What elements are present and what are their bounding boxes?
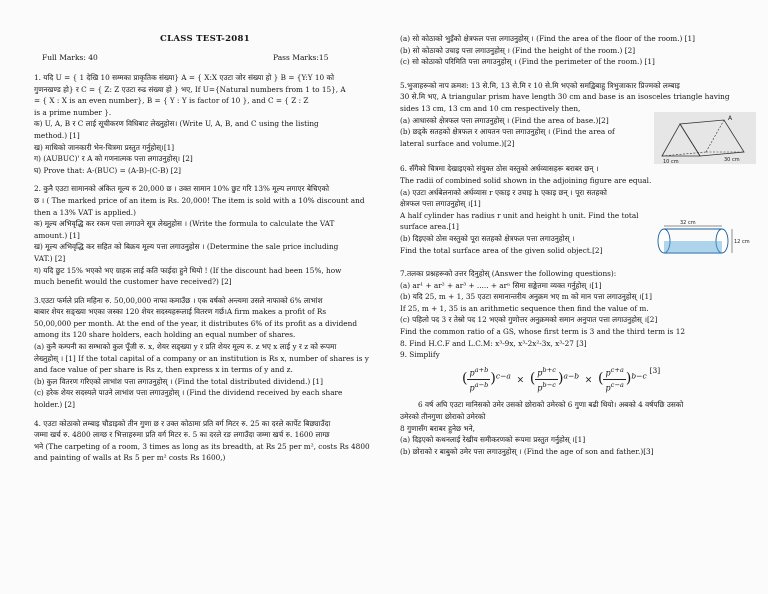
text-line: (b) दिइएको ठोस वस्तुको पूरा सतहको क्षेत्रफल पत्ता लगाउनुहोस् । xyxy=(400,233,575,243)
text-line: क) मूल्य अभिवृद्धि कर रकम पत्ता लगाउने सूत्र लेख्नुहोस । (Write the formula to calculate the VAT xyxy=(34,219,335,229)
question-7 xyxy=(400,268,752,361)
text-line: sides 13 cm, 13 cm and 10 cm respectively then, xyxy=(400,103,581,113)
full-marks: Full Marks: 40 xyxy=(42,53,98,62)
solid-drawing xyxy=(654,218,754,258)
label-a: A xyxy=(728,115,733,122)
text-line: method.) [1] xyxy=(34,130,80,140)
text-line: 1. यदि U = { 1 देखि 10 सम्मका प्राकृतिक संख्या} A = { X:X एउटा जोर संख्या हो } B = {Y:Y 10 को xyxy=(34,73,335,82)
pass-marks: Pass Marks:15 xyxy=(273,53,329,62)
q9-marks: [3] xyxy=(649,365,661,375)
prism-drawing xyxy=(654,112,756,164)
label-side: 10 cm xyxy=(663,159,679,164)
text-line: is a prime number }. xyxy=(34,107,112,117)
simplify-expression: ( $\frac{p^{a+b}}{p^{a-b}}$ )$^{c-a}$ × ( $\frac{p^{b+c}}{p^{b-c}}$ )$^{a-b}$ × ( $\frac{p^{c+a}}{p^{c-a}}$ )$^{b-c}$ [3] xyxy=(462,365,661,393)
text-line: among its 120 share holders, each holding an equal number of shares. xyxy=(34,330,296,340)
text-line: holder.) [2] xyxy=(34,400,75,410)
text-line: (b) यदि 25, m + 1, 35 एउटा समानान्तरीय अनुक्रम भए m को मान पत्ता लगाउनुहोस् ।[1] xyxy=(400,292,652,302)
question-4 xyxy=(34,418,374,464)
text-line: 6 वर्ष अघि एउटा मानिसको उमेर उसको छोराको उमेरको 6 गुणा बढी थियो। अबको 4 वर्षपछि उसको xyxy=(418,400,684,410)
text-line: (b) कुल वितरण गरिएको लाभांश पत्ता लगाउनुहोस् । (Find the total distributed dividend.) [1] xyxy=(34,376,323,386)
text-line: (a) दिइएको कथनलाई रेखीय समीकरणको रूपमा प्रस्तुत गर्नुहोस् ।[1] xyxy=(400,435,586,445)
question-3 xyxy=(34,295,374,411)
text-line: 30 से.मि भए, A triangular prism have length 30 cm and base is an isosceles triangle having xyxy=(400,92,730,102)
text-line: (a) ar¹ + ar² + ar³ + ..... + arⁿ सिमा सङ्केतमा व्यक्त गर्नुहोस् ।[1] xyxy=(400,280,602,290)
text-line: 9. Simplify xyxy=(400,350,440,360)
question-4-parts xyxy=(400,33,752,68)
text-line: बाबार शेयर सङ्ख्या भएका जस्का 120 शेयर सदस्यहरूलाई वितरण गर्छ।A firm makes a profit of Rs xyxy=(34,307,327,317)
text-line: If 25, m + 1, 35 is an arithmetic sequence then find the value of m. xyxy=(400,303,649,313)
text-line: 8 गुणासँग बराबर हुनेछ भने, xyxy=(400,423,475,433)
text-line: then a 13% VAT is applied.) xyxy=(34,207,136,217)
text-line: ख) मूल्य अभिवृद्धि कर सहित को बिक्रय मूल्य पत्ता लगाउनुहोस । (Determine the sale price including xyxy=(34,242,339,252)
text-line: घ) Prove that: A-(BUC) = (A-B)-(C-B) [2] xyxy=(34,165,182,175)
text-line: ख) माथिको जानकारी भेन-चित्रमा प्रस्तुत गर्नुहोस्।[1] xyxy=(34,142,175,152)
text-line: जम्मा खर्च रु. 4800 लाग्छ र भित्ताहरुमा प्रति वर्ग मिटर रु. 5 का दरले रङ लगाउँदा जम्मा खर्च रु. 1600 लाग्छ xyxy=(34,430,330,440)
text-line: उमेरको तीनगुणा छोराको उमेरको xyxy=(400,411,486,421)
text-line: 8. Find H.C.F and L.C.M: x³-9x, x³-2x²-3x, x³-27 [3] xyxy=(400,338,587,348)
label-length: 30 cm xyxy=(724,157,740,163)
triangular-prism-figure xyxy=(654,112,756,168)
text-line: 50,00,000 per month. At the end of the year, it distributes 6% of its profit as a dividend xyxy=(34,318,357,328)
left-column xyxy=(34,72,374,471)
text-line: 7.तलका प्रश्नहरूको उत्तर दिनुहोस् (Answer the following questions): xyxy=(400,269,617,279)
label-height: 12 cm xyxy=(734,239,750,245)
page-title: CLASS TEST-2081 xyxy=(160,34,250,44)
text-line: surface area.[1] xyxy=(400,222,459,232)
text-line: 2. कुनै एउटा सामानको अंकित मूल्य रु 20,000 छ । उक्त सामान 10% छुट गरि 13% मूल्य लगाएर बेचिएको xyxy=(34,184,330,194)
text-line: = { X : X is an even number}, B = { Y : Y is factor of 10 }, and C = { Z : Z xyxy=(34,96,309,106)
text-line: The radii of combined solid shown in the adjoining figure are equal. xyxy=(400,175,652,185)
text-line: (b) सो कोठाको उचाइ पत्ता लगाउनुहोस् । (Find the height of the room.) [2] xyxy=(400,45,636,55)
text-line: (a) एउटा अर्धबेलनाको अर्धव्यास r एकाइ र उचाइ h एकाइ छन् । पूरा सतहको xyxy=(400,187,607,197)
text-line: (c) हरेक शेयर सदस्यले पाउने लाभांश पत्ता लगाउनुहोस् । (Find the dividend received by each share xyxy=(34,388,343,398)
text-line: ग) (AUBUC)' र A को गणनात्मक पत्ता लगाउनुहोस्। [2] xyxy=(34,154,193,164)
text-line: and face value of per share is Rs z, then express x in terms of y and z. xyxy=(34,365,293,375)
text-line: 3.एउटा फर्मले प्रति महिना रु. 50,00,000 नाफा कमाउँछ । एक वर्षको अन्त्यमा उसले नाफाको 6% लाभांश xyxy=(34,295,323,305)
text-line: A half cylinder has radius r unit and height h unit. Find the total xyxy=(400,210,639,220)
text-line: छ । ( The marked price of an item is Rs. 20,000! The item is sold with a 10% discount and xyxy=(34,195,365,205)
text-line: amount.) [1] xyxy=(34,230,80,240)
text-line: (b) छोराको र बाबुको उमेर पत्ता लगाउनुहोस् । (Find the age of son and father.)[3] xyxy=(400,446,654,456)
text-line: गुणनखण्ड हो} र C = { Z: Z एउटा रुढ संख्या हो } भए, If U={Natural numbers from 1 to 15}, A xyxy=(34,84,346,94)
text-line: भने (The carpeting of a room, 3 times as long as its breadth, at Rs 25 per m², costs Rs 4800 xyxy=(34,441,370,451)
text-line: (a) सो कोठाको भुइँको क्षेत्रफल पत्ता लगाउनुहोस् । (Find the area of the floor of the room.) [1] xyxy=(400,34,695,43)
text-line: much benefit would the customer have received?) [2] xyxy=(34,277,232,287)
question-10 xyxy=(400,399,752,457)
text-line: lateral surface and volume.)[2] xyxy=(400,138,515,148)
text-line: (a) आधारको क्षेत्रफल पत्ता लगाउनुहोस् । (Find the area of base.)[2] xyxy=(400,115,609,125)
question-1 xyxy=(34,72,374,176)
label-top: 32 cm xyxy=(680,220,696,226)
text-line: VAT.) [2] xyxy=(34,253,66,263)
text-line: 4. एउटा कोठाको लम्बाइ चौडाइको तीन गुणा छ र उक्त कोठामा प्रति वर्ग मिटर रु. 25 का दरले कार्पेट बिछ्याउँदा xyxy=(34,418,331,428)
text-line: Find the total surface area of the given solid object.[2] xyxy=(400,245,603,255)
text-line: लेख्नुहोस् । [1] If the total capital of a company or an institution is Rs x, number of shares is y xyxy=(34,353,369,363)
text-line: and painting of walls at Rs 5 per m² costs Rs 1600,) xyxy=(34,453,226,463)
question-2 xyxy=(34,183,374,287)
text-line: (b) छड्के सतहको क्षेत्रफल र आयतन पत्ता लगाउनुहोस् । (Find the area of xyxy=(400,127,615,137)
text-line: (a) कुनै कम्पनी का सम्भाको कुल पूँजी रु. x, शेयर सङ्ख्या y र प्रति शेयर मूल्य रु. z भए x लाई y र z को रूपमा xyxy=(34,342,337,352)
combined-solid-figure xyxy=(654,218,754,262)
text-line: 6. सँगैको चित्रमा देखाइएको संयुक्त ठोस वस्तुको अर्धव्यासहरू बराबर छन् । xyxy=(400,164,599,174)
text-line: (c) पहिलो पद 3 र तेस्रो पद 12 भएको गुणोत्तर अनुक्रमको समान अनुपात पत्ता लगाउनुहोस् ।[2] xyxy=(400,315,658,325)
text-line: ग) यदि छुट 15% भएको भए ग्राहक लाई कति फाईदा हुने थियो ! (If the discount had been 15%, how xyxy=(34,265,342,275)
text-line: Find the common ratio of a GS, whose first term is 3 and the third term is 12 xyxy=(400,327,686,337)
text-line: क) U, A, B र C लाई सूचीकरण विधिबाट लेख्नुहोस। (Write U, A, B, and C using the listing xyxy=(34,119,319,129)
text-line: (c) सो कोठाको परिमिति पत्ता लगाउनुहोस् । (Find the perimeter of the room.) [1] xyxy=(400,57,655,67)
text-line: क्षेत्रफल पत्ता लगाउनुहोस् ।[1] xyxy=(400,199,481,209)
text-line: 5.भुजाहरूको नाप क्रमश: 13 से.मि, 13 से.मि र 10 से.मि भएको समद्विबाहु त्रिभुजाकार प्रिज्मको लम्बाइ xyxy=(400,80,680,90)
